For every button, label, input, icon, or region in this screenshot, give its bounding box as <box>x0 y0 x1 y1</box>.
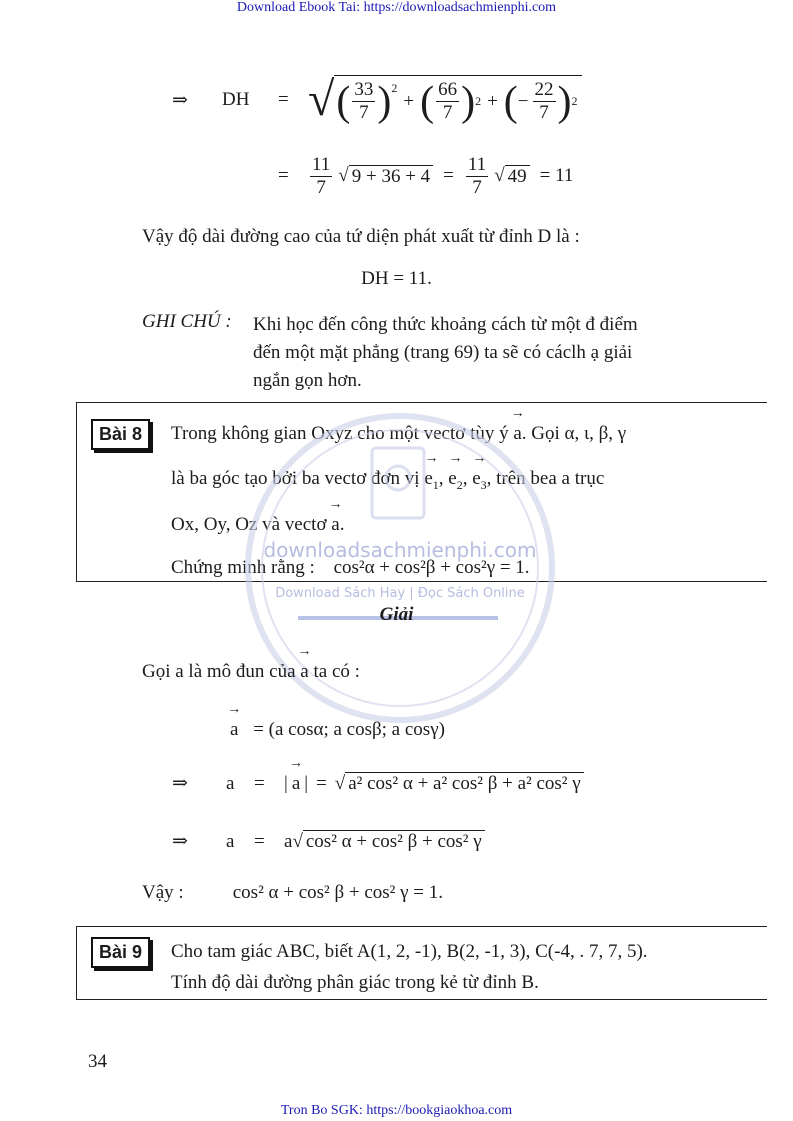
dh-equation-line1 <box>172 70 582 130</box>
dh-equation-line2: = $\frac{11}{7}$ √ 9 + 36 + 4 = $\frac{11}{7}$ √ 49 = 11 <box>278 153 574 198</box>
solution-conclusion: Vậy : cos² α + cos² β + cos² γ = 1. <box>142 882 443 903</box>
solution-eq2: ⇒ a = | → a | = √ a² cos² α + a² cos² β + a² cos² γ <box>172 772 584 795</box>
fraction-33-7: $\frac{33}{7}$ <box>354 79 374 123</box>
equals-sign: = <box>278 89 289 110</box>
unit-vector-e1: → $e_1$ <box>424 468 438 493</box>
dh-lhs: DH <box>222 89 250 110</box>
dh-value: = 11 <box>539 165 574 186</box>
note-label: GHI CHÚ : <box>142 311 232 332</box>
header-download-link[interactable]: Download Ebook Tai: https://downloadsachmienphi.com <box>236 0 557 15</box>
conclusion-text: Vậy độ dài đường cao của tứ diện phát xuất từ đỉnh D là : <box>142 226 580 247</box>
page-number: 34 <box>88 1051 107 1072</box>
solution-eq1: → a = (a cosα; a cosβ; a cosγ) <box>230 719 445 741</box>
solution-heading: Giải <box>379 604 414 625</box>
exercise-9-line1: Cho tam giác ABC, biết A(1, 2, -1), B(2, -1, 3), C(-4, . 7, 7, 5). <box>171 941 648 962</box>
solution-intro: Gọi a là mô đun của → a ta có : <box>142 661 360 683</box>
unit-vector-e2: → $e_2$ <box>448 468 462 493</box>
exercise-8-line3: Ox, Oy, Oz và vectơ → a. <box>171 514 344 536</box>
fraction-66-7: $\frac{66}{7}$ <box>438 79 458 123</box>
vector-a-4: → a <box>230 719 238 741</box>
vector-a-5: → a <box>292 773 300 795</box>
watermark-tagline: Download Sách Hay | Đọc Sách Online <box>275 586 525 601</box>
note-line-3: ngắn gọn hơn. <box>253 370 362 391</box>
exercise-8-line4: Chứng minh rằng : cos²α + cos²β + cos²γ = 1. <box>171 557 530 578</box>
prove-equation: cos²α + cos²β + cos²γ = 1. <box>333 557 530 578</box>
exercise-9-line2: Tính độ dài đường phân giác trong kẻ từ đỉnh B. <box>171 972 539 993</box>
radicand-fractions: ( $\frac{33}{7}$ ) 2 + ( $\frac{66}{7}$ ) 2 + ( − $\frac{22}{7}$ ) 2 <box>334 75 581 126</box>
exercise-9-badge: Bài 9 <box>91 937 150 968</box>
exercise-8-badge: Bài 8 <box>91 419 150 450</box>
fraction-11-7-a: $\frac{11}{7}$ <box>312 153 331 198</box>
note-line-1: Khi học đến công thức khoảng cách từ một đ điểm <box>253 314 638 335</box>
radicand-eq3: cos² α + cos² β + cos² γ <box>303 830 485 853</box>
vector-a: → a <box>513 423 521 445</box>
exercise-8-line1: Trong không gian Oxyz cho một vectơ tùy ý → a. Gọi α, ι, β, γ <box>171 423 626 445</box>
fraction-11-7-b: $\frac{11}{7}$ <box>467 153 487 198</box>
radicand-eq2: a² cos² α + a² cos² β + a² cos² γ <box>345 772 583 795</box>
note-line-2: đến một mặt phẳng (trang 69) ta sẽ có cáclh ạ giải <box>253 342 633 363</box>
radical-sign: √ <box>308 73 335 126</box>
vector-a-2: → a <box>331 514 339 536</box>
exercise-8-line2: là ba góc tạo bởi ba vectơ đơn vị → $e_1$, → $e_2$, → $e_3$, trên bea a trục <box>171 468 604 493</box>
note-body <box>253 311 753 395</box>
fraction-22-7: $\frac{22}{7}$ <box>534 79 554 123</box>
solution-eq3: ⇒ a = a √ cos² α + cos² β + cos² γ <box>172 830 485 853</box>
radicand-49: 49 <box>505 165 530 188</box>
dh-result: DH = 11. <box>361 268 432 289</box>
footer-link[interactable]: Tron Bo SGK: https://bookgiaokhoa.com <box>280 1103 513 1118</box>
vector-a-3: → a <box>300 661 308 683</box>
radicand-9-36-4: 9 + 36 + 4 <box>349 165 433 188</box>
unit-vector-e3: → $e_3$ <box>472 468 486 493</box>
watermark-site: downloadsachmienphi.com <box>263 538 537 562</box>
implies-arrow: ⇒ <box>172 89 188 111</box>
